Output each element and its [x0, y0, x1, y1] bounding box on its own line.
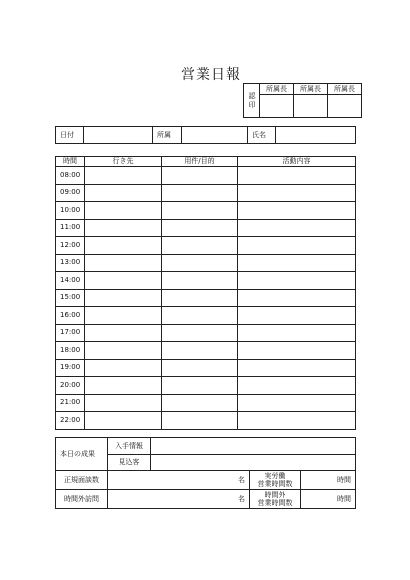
purpose-cell[interactable]: [162, 359, 238, 377]
hours-unit: 時間: [337, 475, 351, 484]
schedule-row: [56, 254, 356, 272]
activity-cell[interactable]: [238, 202, 356, 220]
activity-header: 活動内容: [238, 157, 356, 167]
time-cell: 16:00: [56, 307, 85, 325]
time-cell: 08:00: [56, 167, 85, 185]
date-field[interactable]: [84, 127, 153, 144]
purpose-cell[interactable]: [162, 167, 238, 185]
schedule-row: [56, 359, 356, 377]
purpose-cell[interactable]: [162, 412, 238, 430]
dept-label: 所属: [153, 127, 182, 144]
destination-cell[interactable]: [85, 167, 162, 185]
name-label: 氏名: [248, 127, 276, 144]
regular-visits-label: 正規面談数: [56, 471, 108, 490]
actual-hours-field[interactable]: [301, 471, 356, 490]
destination-cell[interactable]: [85, 307, 162, 325]
activity-cell[interactable]: [238, 167, 356, 185]
destination-cell[interactable]: [85, 394, 162, 412]
stamp-cell[interactable]: [260, 95, 294, 118]
destination-cell[interactable]: [85, 237, 162, 255]
stamp-cell[interactable]: [328, 95, 362, 118]
overtime-visits-label: 時間外訪問: [56, 490, 108, 509]
stamp-header: 所属長: [328, 84, 362, 95]
destination-cell[interactable]: [85, 324, 162, 342]
purpose-cell[interactable]: [162, 272, 238, 290]
prospect-label: 見込客: [108, 455, 151, 471]
schedule-row: [56, 202, 356, 220]
destination-cell[interactable]: [85, 254, 162, 272]
destination-cell[interactable]: [85, 202, 162, 220]
schedule-row: [56, 307, 356, 325]
count-unit: 名: [238, 475, 245, 484]
regular-visits-field[interactable]: [108, 471, 250, 490]
activity-cell[interactable]: [238, 412, 356, 430]
schedule-row: [56, 237, 356, 255]
schedule-row: [56, 272, 356, 290]
activity-cell[interactable]: [238, 184, 356, 202]
activity-cell[interactable]: [238, 394, 356, 412]
destination-cell[interactable]: [85, 184, 162, 202]
destination-cell[interactable]: [85, 412, 162, 430]
time-cell: 19:00: [56, 359, 85, 377]
purpose-cell[interactable]: [162, 184, 238, 202]
actual-hours-label-line1: 実労働: [264, 471, 286, 480]
time-header: 時間: [56, 157, 85, 167]
purpose-cell[interactable]: [162, 324, 238, 342]
purpose-cell[interactable]: [162, 307, 238, 325]
purpose-cell[interactable]: [162, 342, 238, 360]
date-label: 日付: [56, 127, 84, 144]
overtime-visits-field[interactable]: [108, 490, 250, 509]
results-label: 本日の成果: [56, 438, 108, 471]
purpose-cell[interactable]: [162, 254, 238, 272]
purpose-cell[interactable]: [162, 202, 238, 220]
time-cell: 20:00: [56, 377, 85, 395]
summary-table: [55, 437, 356, 509]
approval-label: 認印: [244, 84, 260, 118]
time-cell: 22:00: [56, 412, 85, 430]
activity-cell[interactable]: [238, 342, 356, 360]
schedule-row: [56, 412, 356, 430]
overtime-hours-label-line1: 時間外: [264, 490, 286, 499]
activity-cell[interactable]: [238, 377, 356, 395]
overtime-hours-label: [250, 490, 301, 509]
purpose-cell[interactable]: [162, 237, 238, 255]
destination-cell[interactable]: [85, 342, 162, 360]
stamp-header: 所属長: [294, 84, 328, 95]
purpose-cell[interactable]: [162, 377, 238, 395]
purpose-header: 用件/目的: [162, 157, 238, 167]
dept-field[interactable]: [182, 127, 248, 144]
actual-hours-label-line2: 営業時間数: [257, 480, 293, 488]
activity-cell[interactable]: [238, 359, 356, 377]
time-cell: 11:00: [56, 219, 85, 237]
info-obtained-field[interactable]: [151, 438, 356, 455]
schedule-row: [56, 342, 356, 360]
destination-cell[interactable]: [85, 377, 162, 395]
time-cell: 13:00: [56, 254, 85, 272]
activity-cell[interactable]: [238, 307, 356, 325]
time-cell: 21:00: [56, 394, 85, 412]
schedule-row: [56, 289, 356, 307]
activity-cell[interactable]: [238, 324, 356, 342]
destination-header: 行き先: [85, 157, 162, 167]
time-cell: 18:00: [56, 342, 85, 360]
activity-cell[interactable]: [238, 237, 356, 255]
destination-cell[interactable]: [85, 219, 162, 237]
schedule-row: [56, 324, 356, 342]
purpose-cell[interactable]: [162, 394, 238, 412]
time-cell: 10:00: [56, 202, 85, 220]
time-cell: 17:00: [56, 324, 85, 342]
time-cell: 14:00: [56, 272, 85, 290]
info-row: [55, 126, 356, 144]
stamp-cell[interactable]: [294, 95, 328, 118]
time-cell: 09:00: [56, 184, 85, 202]
overtime-hours-label-line2: 営業時間数: [257, 499, 293, 507]
info-obtained-label: 入手情報: [108, 438, 151, 455]
purpose-cell[interactable]: [162, 289, 238, 307]
activity-cell[interactable]: [238, 272, 356, 290]
activity-cell[interactable]: [238, 289, 356, 307]
approval-stamp-box: [243, 83, 362, 118]
count-unit: 名: [238, 494, 245, 503]
schedule-row: [56, 394, 356, 412]
actual-hours-label: [250, 471, 301, 490]
prospect-field[interactable]: [151, 455, 356, 471]
destination-cell[interactable]: [85, 359, 162, 377]
schedule-row: [56, 184, 356, 202]
schedule-row: [56, 219, 356, 237]
destination-cell[interactable]: [85, 289, 162, 307]
name-field[interactable]: [276, 127, 356, 144]
page-title: 営業日報: [181, 67, 241, 83]
hours-unit: 時間: [337, 494, 351, 503]
purpose-cell[interactable]: [162, 219, 238, 237]
stamp-header: 所属長: [260, 84, 294, 95]
time-cell: 15:00: [56, 289, 85, 307]
schedule-row: [56, 167, 356, 185]
activity-cell[interactable]: [238, 254, 356, 272]
schedule-table: [55, 156, 356, 430]
destination-cell[interactable]: [85, 272, 162, 290]
schedule-row: [56, 377, 356, 395]
overtime-hours-field[interactable]: [301, 490, 356, 509]
time-cell: 12:00: [56, 237, 85, 255]
activity-cell[interactable]: [238, 219, 356, 237]
